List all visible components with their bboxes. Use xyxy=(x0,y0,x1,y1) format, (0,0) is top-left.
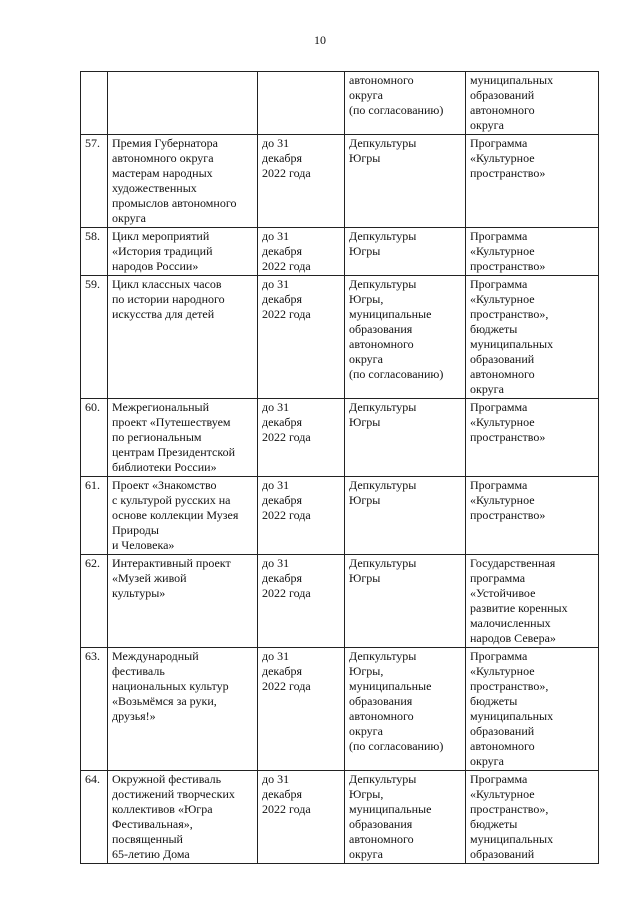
event-name: Международный фестиваль национальных культур «Возьмёмся за руки, друзья!» xyxy=(108,648,258,771)
funding-source: Программа «Культурное пространство» xyxy=(466,399,599,477)
funding-source: муниципальных образований автономного округа xyxy=(466,72,599,135)
event-executor: Депкультуры Югры xyxy=(345,135,466,228)
event-executor: Депкультуры Югры xyxy=(345,555,466,648)
event-executor: Депкультуры Югры, муниципальные образования автономного округа (по согласованию) xyxy=(345,276,466,399)
event-deadline: до 31 декабря 2022 года xyxy=(258,276,345,399)
table-row xyxy=(81,135,599,228)
row-number: 62. xyxy=(81,555,108,648)
funding-source: Государственная программа «Устойчивое развитие коренных малочисленных народов Севера» xyxy=(466,555,599,648)
table-row xyxy=(81,648,599,771)
event-name: Окружной фестиваль достижений творческих коллективов «Югра Фестивальная», посвященный 65-летию Дома xyxy=(108,771,258,864)
row-number: 60. xyxy=(81,399,108,477)
event-name: Цикл классных часов по истории народного искусства для детей xyxy=(108,276,258,399)
funding-source: Программа «Культурное пространство», бюджеты муниципальных образований xyxy=(466,771,599,864)
page-number: 10 xyxy=(314,33,326,47)
event-deadline xyxy=(258,72,345,135)
event-deadline: до 31 декабря 2022 года xyxy=(258,477,345,555)
row-number: 61. xyxy=(81,477,108,555)
event-executor: Депкультуры Югры, муниципальные образования автономного округа (по согласованию) xyxy=(345,648,466,771)
event-name: Проект «Знакомство с культурой русских на основе коллекции Музея Природы и Человека» xyxy=(108,477,258,555)
row-number xyxy=(81,72,108,135)
event-deadline: до 31 декабря 2022 года xyxy=(258,771,345,864)
funding-source: Программа «Культурное пространство», бюджеты муниципальных образований автономного округа xyxy=(466,276,599,399)
event-name: Премия Губернатора автономного округа мастерам народных художественных промыслов автономного округа xyxy=(108,135,258,228)
funding-source: Программа «Культурное пространство» xyxy=(466,135,599,228)
table-row xyxy=(81,771,599,864)
funding-source: Программа «Культурное пространство» xyxy=(466,477,599,555)
event-deadline: до 31 декабря 2022 года xyxy=(258,399,345,477)
row-number: 57. xyxy=(81,135,108,228)
event-name: Межрегиональный проект «Путешествуем по региональным центрам Президентской библиотеки России» xyxy=(108,399,258,477)
funding-source: Программа «Культурное пространство» xyxy=(466,228,599,276)
event-deadline: до 31 декабря 2022 года xyxy=(258,228,345,276)
funding-source: Программа «Культурное пространство», бюджеты муниципальных образований автономного округа xyxy=(466,648,599,771)
events-table xyxy=(80,71,599,864)
row-number: 64. xyxy=(81,771,108,864)
row-number: 59. xyxy=(81,276,108,399)
event-name: Цикл мероприятий «История традиций народов России» xyxy=(108,228,258,276)
event-deadline: до 31 декабря 2022 года xyxy=(258,555,345,648)
event-executor: Депкультуры Югры xyxy=(345,228,466,276)
row-number: 63. xyxy=(81,648,108,771)
event-deadline: до 31 декабря 2022 года xyxy=(258,135,345,228)
event-executor: автономного округа (по согласованию) xyxy=(345,72,466,135)
event-executor: Депкультуры Югры, муниципальные образования автономного округа xyxy=(345,771,466,864)
row-number: 58. xyxy=(81,228,108,276)
event-executor: Депкультуры Югры xyxy=(345,477,466,555)
event-name xyxy=(108,72,258,135)
table-row xyxy=(81,276,599,399)
event-deadline: до 31 декабря 2022 года xyxy=(258,648,345,771)
table-row xyxy=(81,72,599,135)
event-executor: Депкультуры Югры xyxy=(345,399,466,477)
table-row xyxy=(81,477,599,555)
table-row xyxy=(81,555,599,648)
event-name: Интерактивный проект «Музей живой культуры» xyxy=(108,555,258,648)
table-row xyxy=(81,399,599,477)
table-row xyxy=(81,228,599,276)
